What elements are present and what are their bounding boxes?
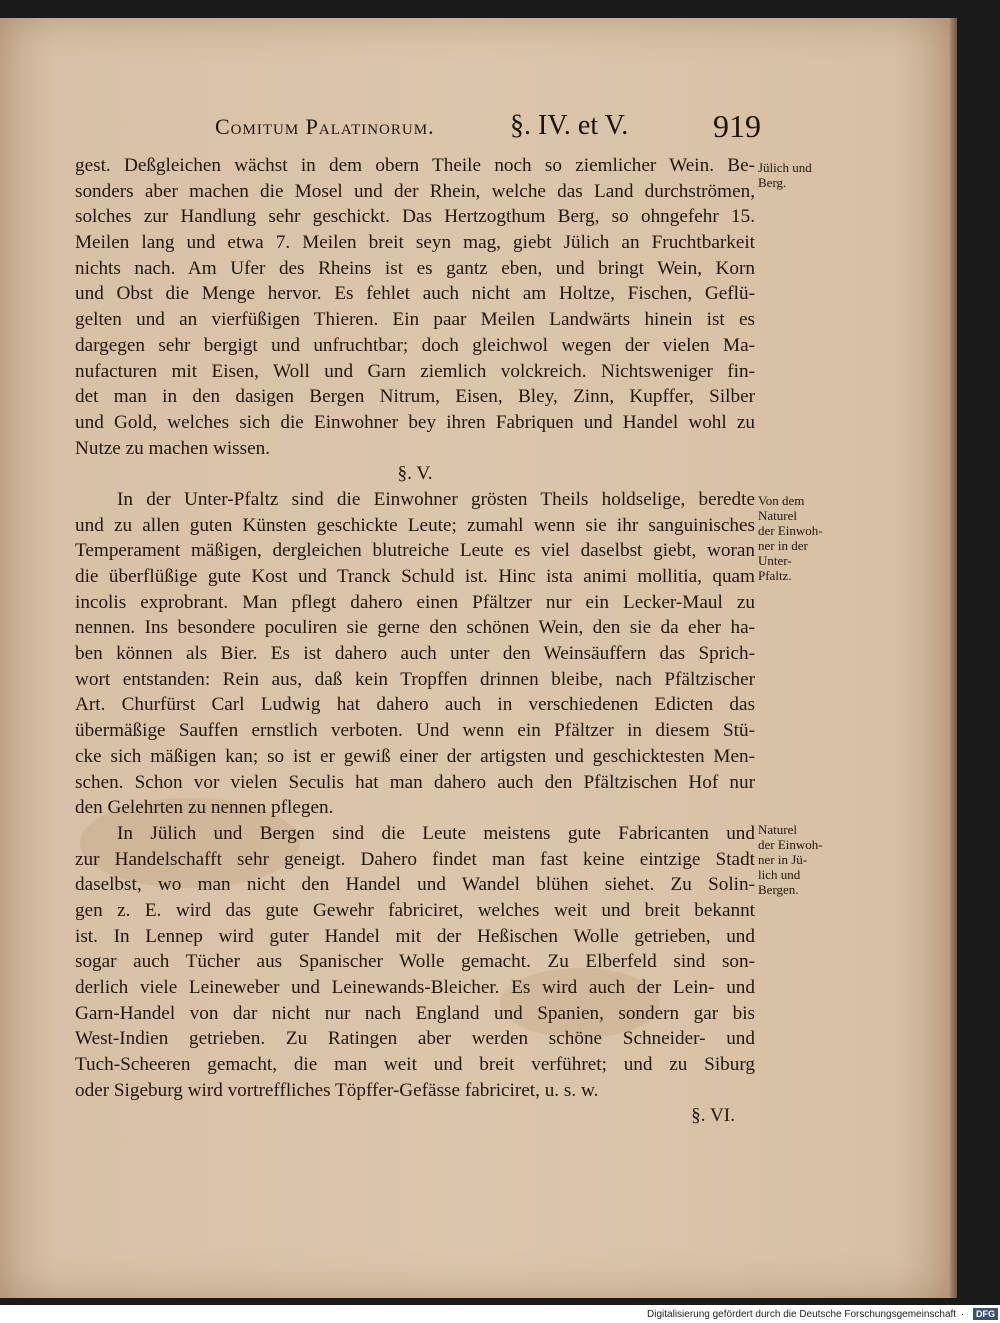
text-line: Tuch-Scheeren gemacht, die man weit und breit verführet; und zu Siburg [75,1054,755,1076]
margin-note-line: Bergen. [758,882,799,897]
margin-note-line: Berg. [758,175,787,190]
text-line: Meilen lang und etwa 7. Meilen breit seyn mag, giebt Jülich an Fruchtbarkeit [75,232,755,254]
text-line: wort entstanden: Rein aus, daß kein Tropffen drinnen bleibe, nach Pfältzischer [75,668,755,690]
text-line: ist. In Lennep wird guter Handel mit der Heßischen Wolle getrieben, und [75,925,755,947]
text-line: daselbst, wo man nicht den Handel und Wandel blühen siehet. Zu Solin- [75,874,755,896]
body-text [75,153,755,1129]
text-line: gest. Deßgleichen wächst in dem obern Theile noch so ziemlicher Wein. Be- [75,155,755,176]
text-line: nufacturen mit Eisen, Woll und Garn ziemlich volckreich. Nichtsweniger fin- [75,360,755,382]
text-line: West-Indien getrieben. Zu Ratingen aber werden schöne Schneider- und [75,1028,755,1050]
margin-note-line: lich und [758,867,801,882]
text-line: ben können als Bier. Es ist dahero auch unter den Weinsäuffern das Sprich- [75,643,755,665]
text-line: nichts nach. Am Ufer des Rheins ist es gantz eben, und bringt Wein, Korn [75,257,755,279]
text-line: det man in den dasigen Bergen Nitrum, Eisen, Bley, Zinn, Kupffer, Silber [75,386,755,408]
section-reference: §. IV. et V. [510,110,629,141]
text-line: oder Sigeburg wird vortreffliches Töpffer-Gefässe fabriciret, u. s. w. [75,1079,599,1101]
margin-note-line: Unter- [758,553,792,568]
credit-separator: · [960,1309,965,1320]
margin-note [758,493,848,583]
margin-note-line: der Einwoh- [758,523,823,538]
text-line: gen z. E. wird das gute Gewehr fabriciret, welches weit und breit bekannt [75,899,755,921]
page-edge [950,18,957,1298]
text-line: nennen. Ins besondere poculiren sie gerne den schönen Wein, den sie da eher ha- [75,617,755,639]
margin-note-line: Jülich und [758,160,812,175]
text-line: cke sich mäßigen kan; so ist er gewiß einer der artigsten und geschicktesten Men- [75,745,755,767]
text-line: schen. Schon vor vielen Seculis hat man dahero auch den Pfältzischen Hof nur [75,771,755,793]
dfg-logo: DFG [973,1308,998,1320]
page-number: 919 [713,108,761,144]
text-line: die überflüßige gute Kost und Tranck Schuld ist. Hinc ista animi mollitia, quam [75,566,755,587]
margin-note-line: der Einwoh- [758,837,823,852]
text-line: zur Handelschafft sehr geneigt. Dahero findet man fast keine eintzige Stadt [75,848,755,870]
text-line: gelten und an vierfüßigen Thieren. Ein paar Meilen Landwärts hinein ist es [75,309,755,331]
margin-note [758,160,848,190]
footer-credit [600,1306,998,1323]
text-line: den Gelehrten zu nennen pflegen. [75,797,334,819]
text-line: Art. Churfürst Carl Ludwig hat dahero auch in verschiedenen Edicten das [75,694,755,716]
text-line: In Jülich und Bergen sind die Leute meistens gute Fabricanten und [117,822,755,844]
text-line: derlich viele Leineweber und Leinewands-Bleicher. Es wird auch der Lein- und [75,977,755,998]
catchword: §. VI. [691,1105,735,1127]
text-line: solches zur Handlung sehr geschickt. Das Hertzogthum Berg, so ohngefehr 15. [75,206,755,228]
margin-note-line: ner in der [758,538,808,553]
text-line: dargegen sehr bergigt und unfruchtbar; doch gleichwol wegen der vielen Ma- [75,334,755,356]
text-line: übermäßige Sauffen ernstlich verboten. Und wenn ein Pfältzer in diesem Stü- [75,720,755,742]
text-line: Garn-Handel von dar nicht nur nach England und Spanien, sondern gar bis [75,1002,755,1024]
text-line: Temperament mäßigen, dergleichen blutreiche Leute es viel daselbst giebt, woran [75,540,755,562]
margin-note-line: Naturel [758,822,797,837]
page-header [215,110,770,150]
margin-note-line: Naturel [758,508,797,523]
text-line: Nutze zu machen wissen. [75,437,271,459]
section-heading: §. V. [397,463,433,485]
text-line: und zu allen guten Künsten geschickte Leute; zumahl wenn sie ihr sanguinisches [75,514,755,536]
margin-note-line: Pfaltz. [758,568,792,583]
margin-note [758,822,848,897]
margin-note-line: ner in Jü- [758,852,808,867]
text-line: sogar auch Tücher aus Spanischer Wolle gemacht. Zu Elberfeld sind son- [75,951,755,973]
text-line: incolis exprobrant. Man pflegt dahero einen Pfältzer nur ein Lecker-Maul zu [75,591,755,613]
text-line: sonders aber machen die Mosel und der Rhein, welche das Land durchströmen, [75,180,755,202]
credit-text: Digitalisierung gefördert durch die Deutsche Forschungsgemeinschaft [647,1309,957,1320]
text-line: In der Unter-Pfaltz sind die Einwohner grösten Theils holdselige, beredte [117,488,755,510]
text-line: und Gold, welches sich die Einwohner bey ihren Fabriquen und Handel wohl zu [75,411,755,433]
margin-note-line: Von dem [758,493,805,508]
text-line: und Obst die Menge hervor. Es fehlet auch nicht am Holtze, Fischen, Geflü- [75,283,755,305]
running-title: Comitum Palatinorum. [215,114,435,139]
